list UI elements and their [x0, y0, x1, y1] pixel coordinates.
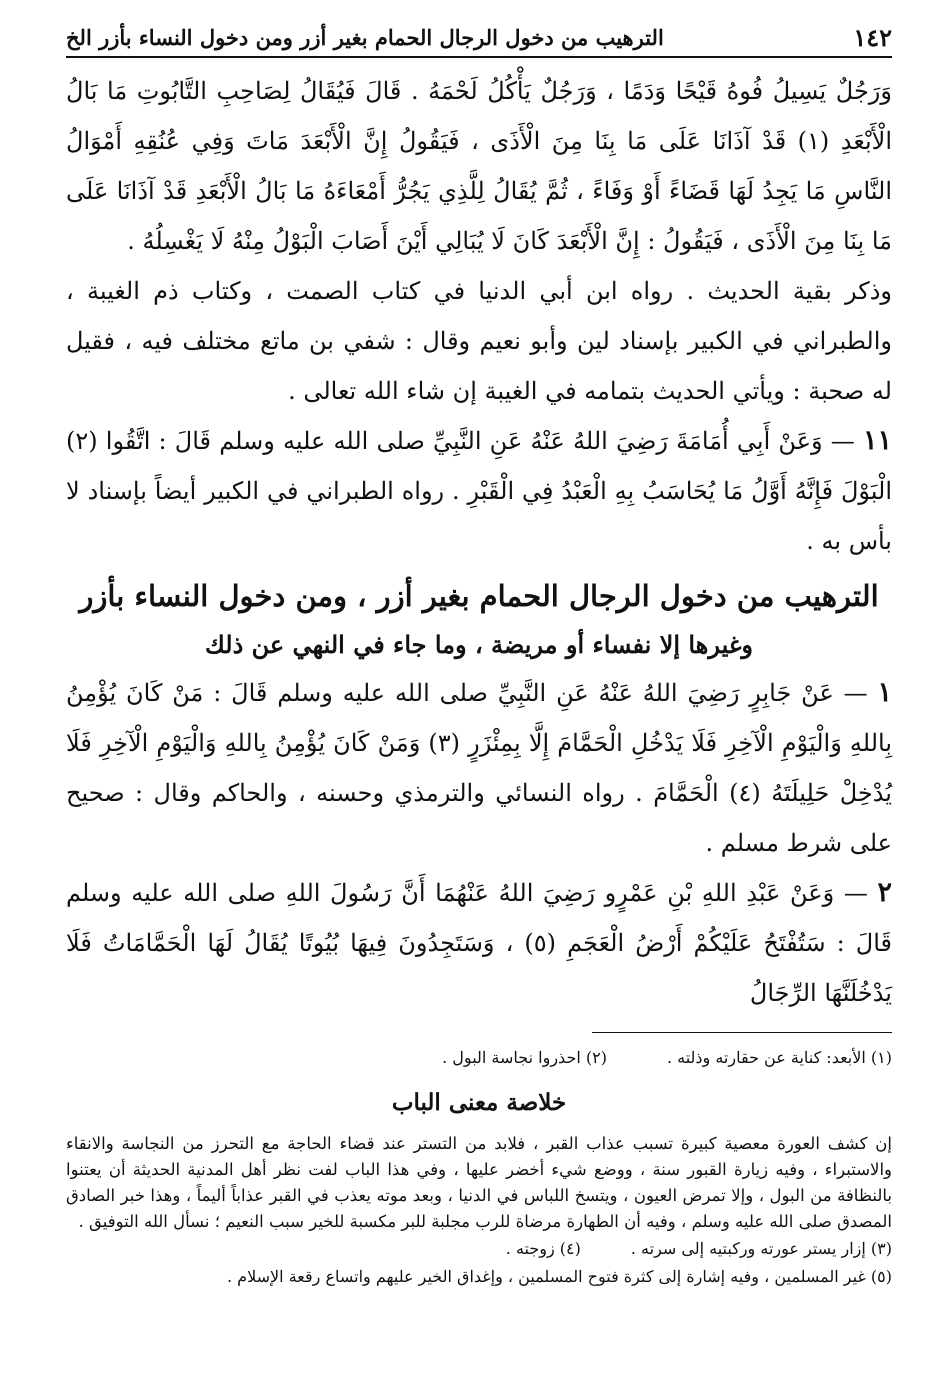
hadith-1: [66, 668, 892, 868]
chapter-subtitle: وغيرها إلا نفساء أو مريضة ، وما جاء في النهي عن ذلك: [205, 630, 753, 659]
hadith-number: ١: [877, 677, 892, 708]
footnote-2: (٢) احذروا نجاسة البول .: [442, 1048, 607, 1067]
footnotes-row: [66, 1235, 892, 1263]
footnote-5: (٥) غير المسلمين ، وفيه إشارة إلى كثرة فتوح المسلمين ، وإغداق الخير عليهم واتساع رقعة الإسلام .: [227, 1267, 892, 1286]
chapter-text: [66, 668, 892, 1018]
running-header: [66, 18, 892, 58]
footnote-3: (٣) إزار يستر عورته وركبتيه إلى سرته .: [630, 1239, 892, 1258]
summary-title: خلاصة معنى الباب: [391, 1089, 567, 1116]
hadith-number: ٢: [877, 877, 892, 908]
footnotes-top: [66, 1043, 892, 1073]
paragraph-narration-note: وذكر بقية الحديث . رواه ابن أبي الدنيا في كتاب الصمت ، وكتاب ذم الغيبة ، والطبراني في الكبير بإسناد لين وأبو نعيم وقال : شفي بن ماتع مختلف فيه ، فقيل له صحبة : ويأتي الحديث بتمامه في الغيبة إن شاء الله تعالى .: [66, 277, 892, 405]
hadith-11: [66, 416, 892, 566]
page-number: ١٤٢: [853, 22, 892, 52]
footnote-1: (١) الأبعد: كناية عن حقارته وذلته .: [666, 1048, 892, 1067]
footnotes-bottom: [66, 1235, 892, 1291]
hadith-2: [66, 868, 892, 1018]
footnote-4: (٤) زوجته .: [505, 1239, 581, 1258]
footnote-divider: [592, 1032, 892, 1033]
paragraph-hadith-continuation: وَرَجُلٌ يَسِيلُ فُوهُ قَيْحًا وَدَمًا ، وَرَجُلٌ يَأْكُلُ لَحْمَهُ . قَالَ فَيُقَالُ لِصَاحِبِ التَّابُوتِ مَا بَالُ الْأَبْعَدِ (١) قَدْ آذَانَا عَلَى مَا بِنَا مِنَ الْأَذَى ، فَيَقُولُ إِنَّ الْأَبْعَدَ مَاتَ وَفِي عُنُقِهِ أَمْوَالُ النَّاسِ مَا يَجِدُ لَهَا قَضَاءً أَوْ وَفَاءً ، ثُمَّ يُقَالُ لِلَّذِي يَجُرُّ أَمْعَاءَهُ مَا بَالُ الْأَبْعَدِ قَدْ آذَانَا عَلَى مَا بِنَا مِنَ الْأَذَى ، فَيَقُولُ : إِنَّ الْأَبْعَدَ كَانَ لَا يُبَالِي أَيْنَ أَصَابَ الْبَوْلُ مِنْهُ لَا يَغْسِلُهُ .: [66, 77, 893, 255]
main-text: [66, 66, 892, 566]
chapter-title: الترهيب من دخول الرجال الحمام بغير أزر ، ومن دخول النساء بأزر: [79, 579, 879, 613]
hadith-text: — وَعَنْ أَبِي أُمَامَةَ رَضِيَ اللهُ عَنْهُ عَنِ النَّبِيِّ صلى الله عليه وسلم قَالَ : اتَّقُوا (٢) الْبَوْلَ فَإِنَّهُ أَوَّلُ مَا يُحَاسَبُ بِهِ الْعَبْدُ فِي الْقَبْرِ . رواه الطبراني في الكبير أيضاً بإسناد لا بأس به .: [66, 427, 892, 555]
hadith-number: ١١: [862, 425, 892, 456]
summary-text: إن كشف العورة معصية كبيرة تسبب عذاب القبر ، فلابد من التستر عند قضاء الحاجة مع التحرز من النجاسة والانقاء والاستبراء ، وفيه زيارة القبور سنة ، ووضع شيء أخضر عليها ، وفي هذا الباب لفت نظر أهل المدنية الحديثة أن يعتنوا بالنظافة من البول ، وإلا تمرض العيون ، ويتسخ اللباس في الدنيا ، وبعد موته يعذب في القبر عذاباً أليماً ، وهذا خبر الصادق المصدق صلى الله عليه وسلم ، وفيه أن الطهارة مرضاة للرب مجلبة للبر مكسبة للخير سبب النعيم ؛ نسأل الله التوفيق .: [66, 1134, 892, 1231]
running-title: الترهيب من دخول الرجال الحمام بغير أزر ومن دخول النساء بأزر الخ: [66, 24, 664, 50]
hadith-text: — عَنْ جَابِرٍ رَضِيَ اللهُ عَنْهُ عَنِ النَّبِيِّ صلى الله عليه وسلم قَالَ : مَنْ كَانَ يُؤْمِنُ بِاللهِ وَالْيَوْمِ الْآخِرِ فَلَا يَدْخُلِ الْحَمَّامَ إِلَّا بِمِئْزَرٍ (٣) وَمَنْ كَانَ يُؤْمِنُ بِاللهِ وَالْيَوْمِ الْآخِرِ فَلَا يُدْخِلْ حَلِيلَتَهُ (٤) الْحَمَّامَ . رواه النسائي والترمذي وحسنه ، والحاكم وقال : صحيح على شرط مسلم .: [66, 679, 892, 857]
hadith-text: — وَعَنْ عَبْدِ اللهِ بْنِ عَمْرٍو رَضِيَ اللهُ عَنْهُمَا أَنَّ رَسُولَ اللهِ صلى الله عليه وسلم قَالَ : سَتُفْتَحُ عَلَيْكُمْ أَرْضُ الْعَجَمِ (٥) ، وَسَتَجِدُونَ فِيهَا بُيُوتًا يُقَالُ لَهَا الْحَمَّامَاتُ فَلَا يَدْخُلَنَّهَا الرِّجَالُ: [66, 879, 893, 1007]
